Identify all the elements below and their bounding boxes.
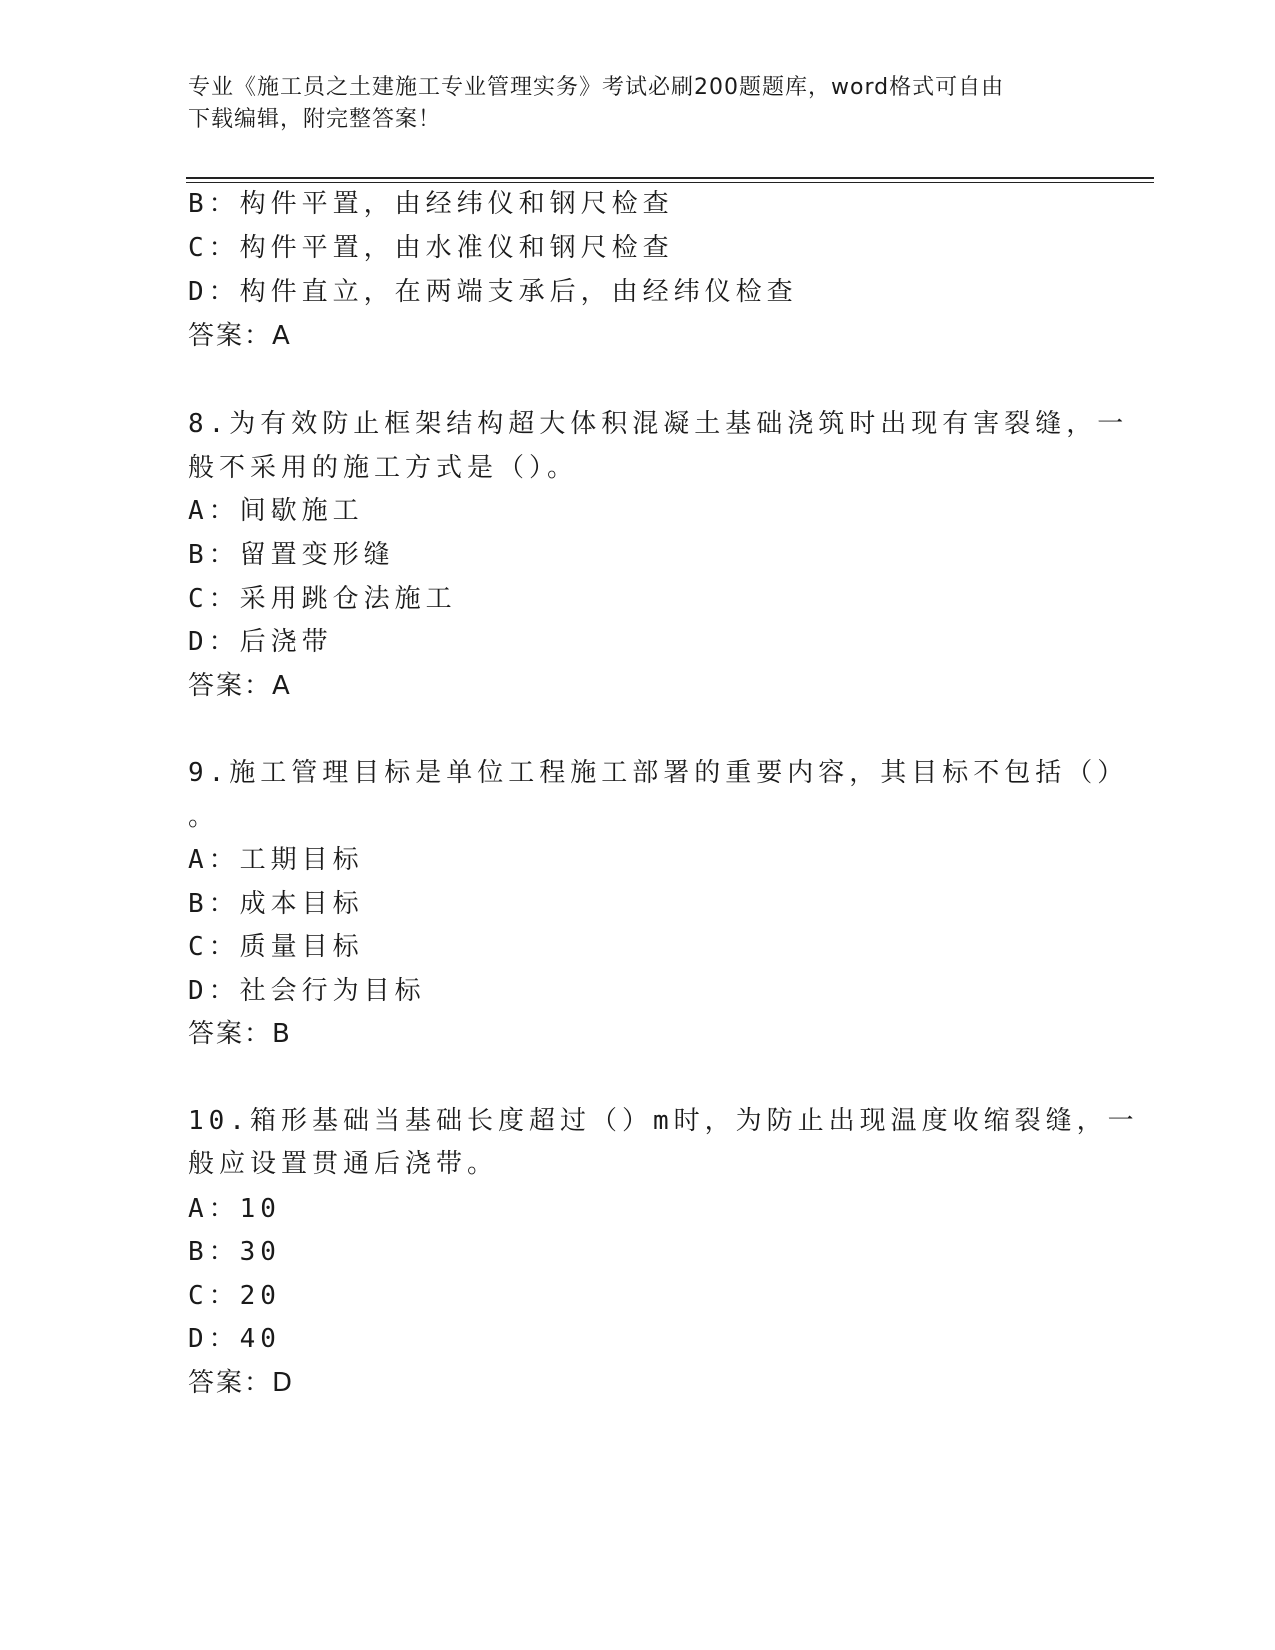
q9-option-a: A：工期目标 [188, 845, 364, 875]
q8-option-a: A：间歇施工 [188, 496, 364, 526]
q9-stem-line-1: 9.施工管理目标是单位工程施工部署的重要内容，其目标不包括（） [188, 758, 1129, 788]
q10-stem-line-2: 般应设置贯通后浇带。 [188, 1149, 499, 1179]
q8-stem-line-1: 8.为有效防止框架结构超大体积混凝土基础浇筑时出现有害裂缝，一 [188, 409, 1129, 439]
header-divider-thick [186, 177, 1154, 179]
q7-option-b: B：构件平置，由经纬仪和钢尺检查 [188, 189, 674, 219]
document-header [188, 72, 1068, 136]
q10-answer: 答案：D [188, 1368, 295, 1398]
q7-option-c: C：构件平置，由水准仪和钢尺检查 [188, 233, 674, 263]
q9-stem-line-2: 。 [188, 802, 220, 832]
q7-answer: 答案：A [188, 321, 292, 351]
q8-option-b: B：留置变形缝 [188, 540, 395, 570]
q8-answer: 答案：A [188, 671, 292, 701]
q8-option-c: C：采用跳仓法施工 [188, 584, 457, 614]
q10-option-a: A：10 [188, 1194, 281, 1224]
q10-option-b: B：30 [188, 1237, 281, 1267]
header-title-line-2: 下载编辑，附完整答案！ [188, 107, 442, 132]
q8-option-d: D：后浇带 [188, 627, 333, 657]
q9-answer: 答案：B [188, 1019, 292, 1049]
header-divider-thin [186, 182, 1154, 183]
q9-option-b: B：成本目标 [188, 889, 364, 919]
q10-option-d: D：40 [188, 1324, 281, 1354]
q8-stem-line-2: 般不采用的施工方式是（）。 [188, 453, 579, 483]
q9-option-c: C：质量目标 [188, 932, 364, 962]
header-title-line-1: 专业《施工员之土建施工专业管理实务》考试必刷200题题库，word格式可自由 [188, 75, 1005, 100]
q10-option-c: C：20 [188, 1281, 281, 1311]
q9-option-d: D：社会行为目标 [188, 976, 426, 1006]
q10-stem-line-1: 10.箱形基础当基础长度超过（）m时，为防止出现温度收缩裂缝，一 [188, 1106, 1139, 1136]
q7-option-d: D：构件直立，在两端支承后，由经纬仪检查 [188, 277, 798, 307]
